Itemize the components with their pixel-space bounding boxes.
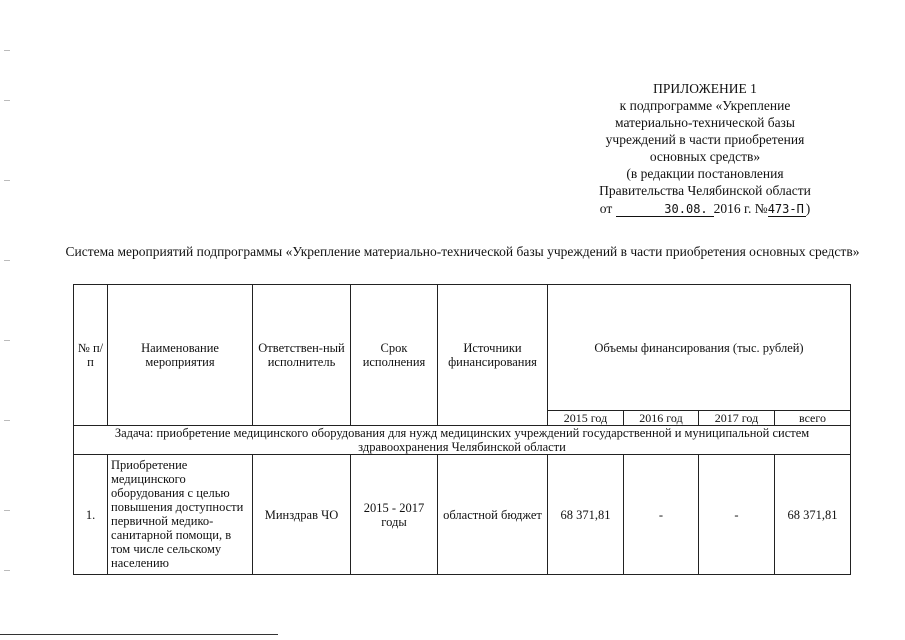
date-year: 2016 г. № bbox=[713, 201, 768, 216]
document-title: Система мероприятий подпрограммы «Укрепление материально-технической базы учреждений в части приобретения основных средств» bbox=[65, 244, 860, 259]
row-2016: - bbox=[624, 455, 699, 575]
row-name: Приобретение медицинского оборудования с целью повышения доступности первичной медико-санитарной помощи, в том числе сельскому населению bbox=[108, 455, 253, 575]
header-volumes: Объемы финансирования (тыс. рублей) bbox=[548, 285, 851, 411]
row-executor: Минздрав ЧО bbox=[253, 455, 351, 575]
year-2015-header: 2015 год bbox=[548, 411, 624, 426]
appendix-line: Правительства Челябинской области bbox=[599, 183, 811, 198]
table-row bbox=[74, 455, 851, 575]
measures-table bbox=[73, 284, 851, 575]
header-executor: Ответствен-ный исполнитель bbox=[253, 285, 351, 426]
appendix-block bbox=[560, 80, 850, 217]
row-num: 1. bbox=[74, 455, 108, 575]
year-2016-header: 2016 год bbox=[624, 411, 699, 426]
row-2017: - bbox=[699, 455, 775, 575]
table-header-row bbox=[74, 285, 851, 411]
appendix-line: материально-технической базы bbox=[615, 115, 795, 130]
scan-margin-marks bbox=[4, 40, 12, 600]
total-header: всего bbox=[775, 411, 851, 426]
task-text: Задача: приобретение медицинского оборудования для нужд медицинских учреждений государственной и муниципальной систем здравоохранения Челябинской области bbox=[74, 426, 851, 455]
appendix-line: к подпрограмме «Укрепление bbox=[619, 98, 791, 113]
decree-number-handwritten: 473-П bbox=[767, 202, 804, 216]
date-prefix: от bbox=[599, 201, 613, 216]
decree-date-line bbox=[560, 200, 850, 217]
header-sources: Источники финансирования bbox=[438, 285, 548, 426]
date-suffix: ) bbox=[805, 201, 811, 216]
row-2015: 68 371,81 bbox=[548, 455, 624, 575]
appendix-line: учреждений в части приобретения bbox=[605, 132, 805, 147]
decree-date-handwritten: 30.08. bbox=[616, 203, 714, 217]
row-total: 68 371,81 bbox=[775, 455, 851, 575]
appendix-line: (в редакции постановления bbox=[626, 166, 784, 181]
appendix-line: основных средств» bbox=[649, 149, 761, 164]
footnote-divider bbox=[0, 634, 278, 635]
header-name: Наименование мероприятия bbox=[108, 285, 253, 426]
row-term: 2015 - 2017 годы bbox=[351, 455, 438, 575]
year-2017-header: 2017 год bbox=[699, 411, 775, 426]
appendix-title: ПРИЛОЖЕНИЕ 1 bbox=[653, 81, 757, 96]
header-term: Срок исполнения bbox=[351, 285, 438, 426]
task-row bbox=[74, 426, 851, 455]
row-source: областной бюджет bbox=[438, 455, 548, 575]
header-num: № п/п bbox=[74, 285, 108, 426]
